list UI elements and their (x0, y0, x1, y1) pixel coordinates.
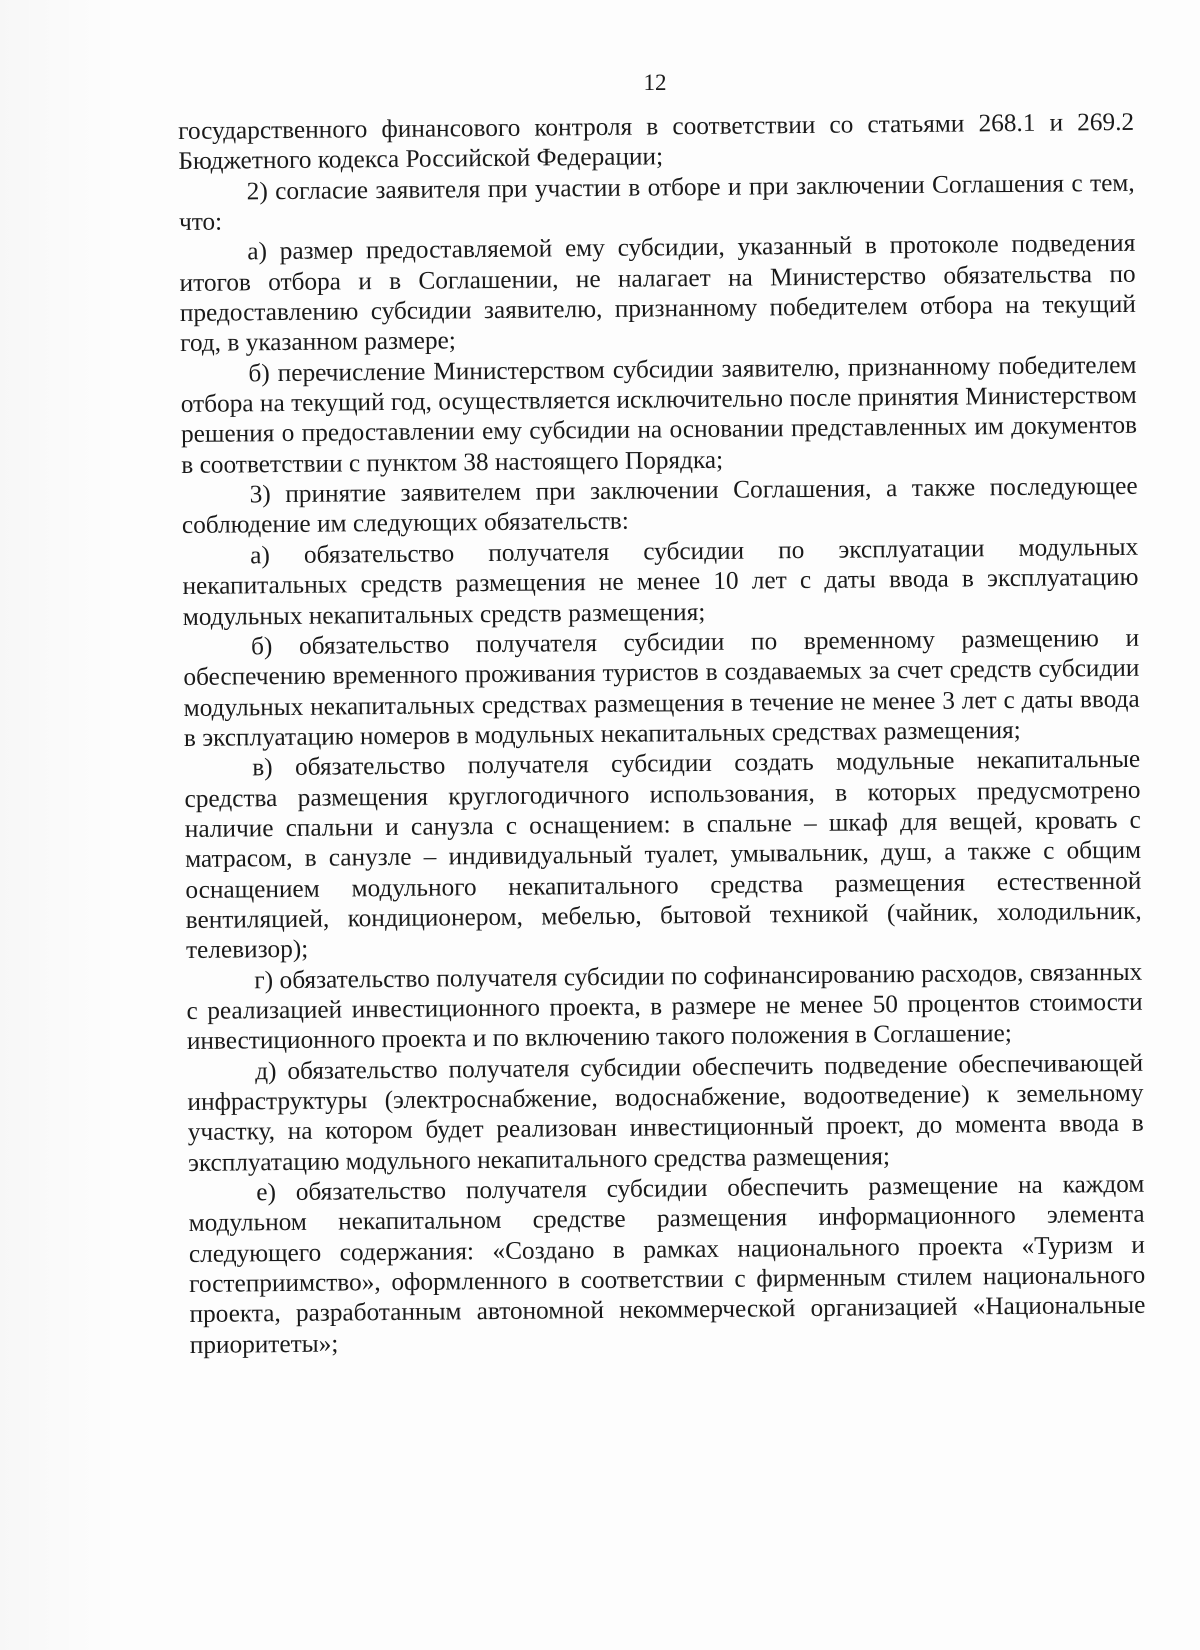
paragraph-item-3a: а) обязательство получателя субсидии по эксплуатации модульных некапитальных средств размещения не менее 10 лет с даты ввода в эксплуатацию модульных некапитальных средств размещения; (182, 532, 1139, 631)
paragraph-item-3d: д) обязательство получателя субсидии обеспечить подведение обеспечивающей инфраструктуры (электроснабжение, водоснабжение, водоотведение) к земельному участку, на котором будет реализован инвестиционный проект, до момента ввода в эксплуатацию модульного некапитального средства размещения; (187, 1048, 1144, 1177)
paragraph-item-3: 3) принятие заявителем при заключении Соглашения, а также последующее соблюдение им следующих обязательств: (181, 471, 1138, 540)
paragraph-item-2b: б) перечисление Министерством субсидии заявителю, признанному победителем отбора на текущий год, осуществляется исключительно после принятия Министерством решения о предоставлении ему субсидии на основании представленных им документов в соответствии с пунктом 38 настоящего Порядка; (180, 350, 1138, 479)
paragraph-item-2a: а) размер предоставляемой ему субсидии, указанный в протоколе подведения итогов отбора и в Соглашении, не налагает на Министерство обязательства по предоставлению субсидии заявителю, признанному победителем отбора на текущий год, в указанном размере; (179, 229, 1136, 358)
paragraph-item-3g: г) обязательство получателя субсидии по софинансированию расходов, связанных с реализацией инвестиционного проекта, в размере не менее 50 процентов стоимости инвестиционного проекта и по включению такого положения в Соглашение; (186, 957, 1143, 1056)
scan-shadow (0, 0, 120, 1650)
paragraph-item-3e: е) обязательство получателя субсидии обеспечить размещение на каждом модульном некапитальном средстве размещения информационного элемента следующего содержания: «Создано в рамках национального проекта «Туризм и гостеприимство», оформленного в соответствии с фирменным стилем национального проекта, разработанным автономной некоммерческой организацией «Национальные приоритеты»; (188, 1169, 1146, 1359)
paragraph-continuation: государственного финансового контроля в соответствии со статьями 268.1 и 269.2 Бюджетного кодекса Российской Федерации; (178, 107, 1135, 176)
paragraph-item-2: 2) согласие заявителя при участии в отборе и при заключении Соглашения с тем, что: (178, 168, 1135, 237)
paragraph-item-3v: в) обязательство получателя субсидии создать модульные некапитальные средства размещения круглогодичного использования, в которых предусмотрено наличие спальни и санузла с оснащением: в спальне – шкаф для вещей, кровать с матрасом, в санузле – индивидуальный туалет, умывальник, душ, а также с общим оснащением модульного некапитального средства размещения естественной вентиляцией, кондиционером, мебелью, бытовой техникой (чайник, холодильник, телевизор); (184, 745, 1142, 965)
page-number: 12 (643, 70, 667, 95)
paragraph-item-3b: б) обязательство получателя субсидии по временному размещению и обеспечению временного проживания туристов в создаваемых за счет средств субсидии модульных некапитальных средствах размещения в течение не менее 3 лет с даты ввода в эксплуатацию номеров в модульных некапитальных средствах размещения; (183, 623, 1140, 752)
document-body (178, 107, 1146, 1360)
